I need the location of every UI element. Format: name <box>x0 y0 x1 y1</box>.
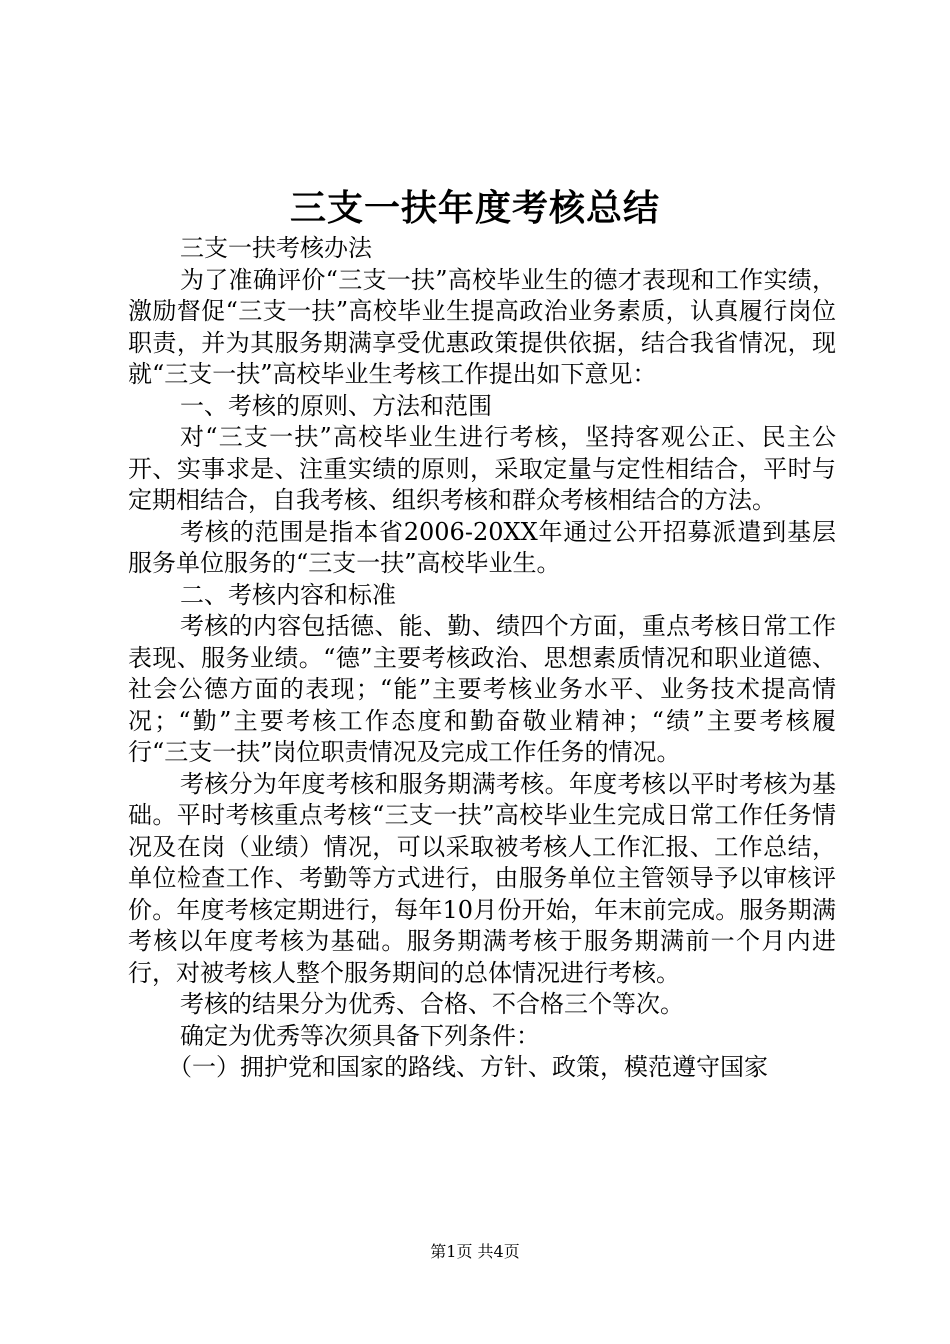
paragraph-principles: 对“三支一扶”高校毕业生进行考核，坚持客观公正、民主公开、实事求是、注重实绩的原则，采取定量与定性相结合，平时与定期相结合，自我考核、组织考核和群众考核相结合的方法。 <box>128 423 836 514</box>
paragraph-intro: 为了准确评价“三支一扶”高校毕业生的德才表现和工作实绩，激励督促“三支一扶”高校毕业生提高政治业务素质，认真履行岗位职责，并为其服务期满享受优惠政策提供依据，结合我省情况，现就“三支一扶”高校毕业生考核工作提出如下意见： <box>128 265 836 388</box>
paragraph-types: 考核分为年度考核和服务期满考核。年度考核以平时考核为基础。平时考核重点考核“三支一扶”高校毕业生完成日常工作任务情况及在岗（业绩）情况，可以采取被考核人工作汇报、工作总结，单位检查工作、考勤等方式进行，由服务单位主管领导予以审核评价。年度考核定期进行，每年10月份开始，年末前完成。服务期满考核以年度考核为基础。服务期满考核于服务期满前一个月内进行，对被考核人整个服务期间的总体情况进行考核。 <box>128 769 836 987</box>
document-title: 三支一扶年度考核总结 <box>289 187 660 229</box>
paragraph-scope: 考核的范围是指本省2006-20XX年通过公开招募派遣到基层服务单位服务的“三支一扶”高校毕业生。 <box>128 517 836 577</box>
paragraph-condition-1: （一）拥护党和国家的路线、方针、政策，模范遵守国家 <box>168 1053 768 1081</box>
paragraph-content: 考核的内容包括德、能、勤、绩四个方面，重点考核日常工作表现、服务业绩。“德”主要考核政治、思想素质情况和职业道德、社会公德方面的表现；“能”主要考核业务水平、业务技术提高情况；“勤”主要考核工作态度和勤奋敬业精神；“绩”主要考核履行“三支一扶”岗位职责情况及完成工作任务的情况。 <box>128 612 836 766</box>
paragraph-results: 考核的结果分为优秀、合格、不合格三个等次。 <box>180 990 684 1018</box>
document-body <box>128 233 836 1084</box>
section-heading-1: 一、考核的原则、方法和范围 <box>180 391 492 420</box>
section-heading-2: 二、考核内容和标准 <box>180 580 396 609</box>
paragraph-heading: 三支一扶考核办法 <box>180 234 372 262</box>
paragraph-excellent-conditions: 确定为优秀等次须具备下列条件： <box>180 1021 540 1050</box>
page-footer: 第1页 共4页 <box>430 1242 520 1261</box>
